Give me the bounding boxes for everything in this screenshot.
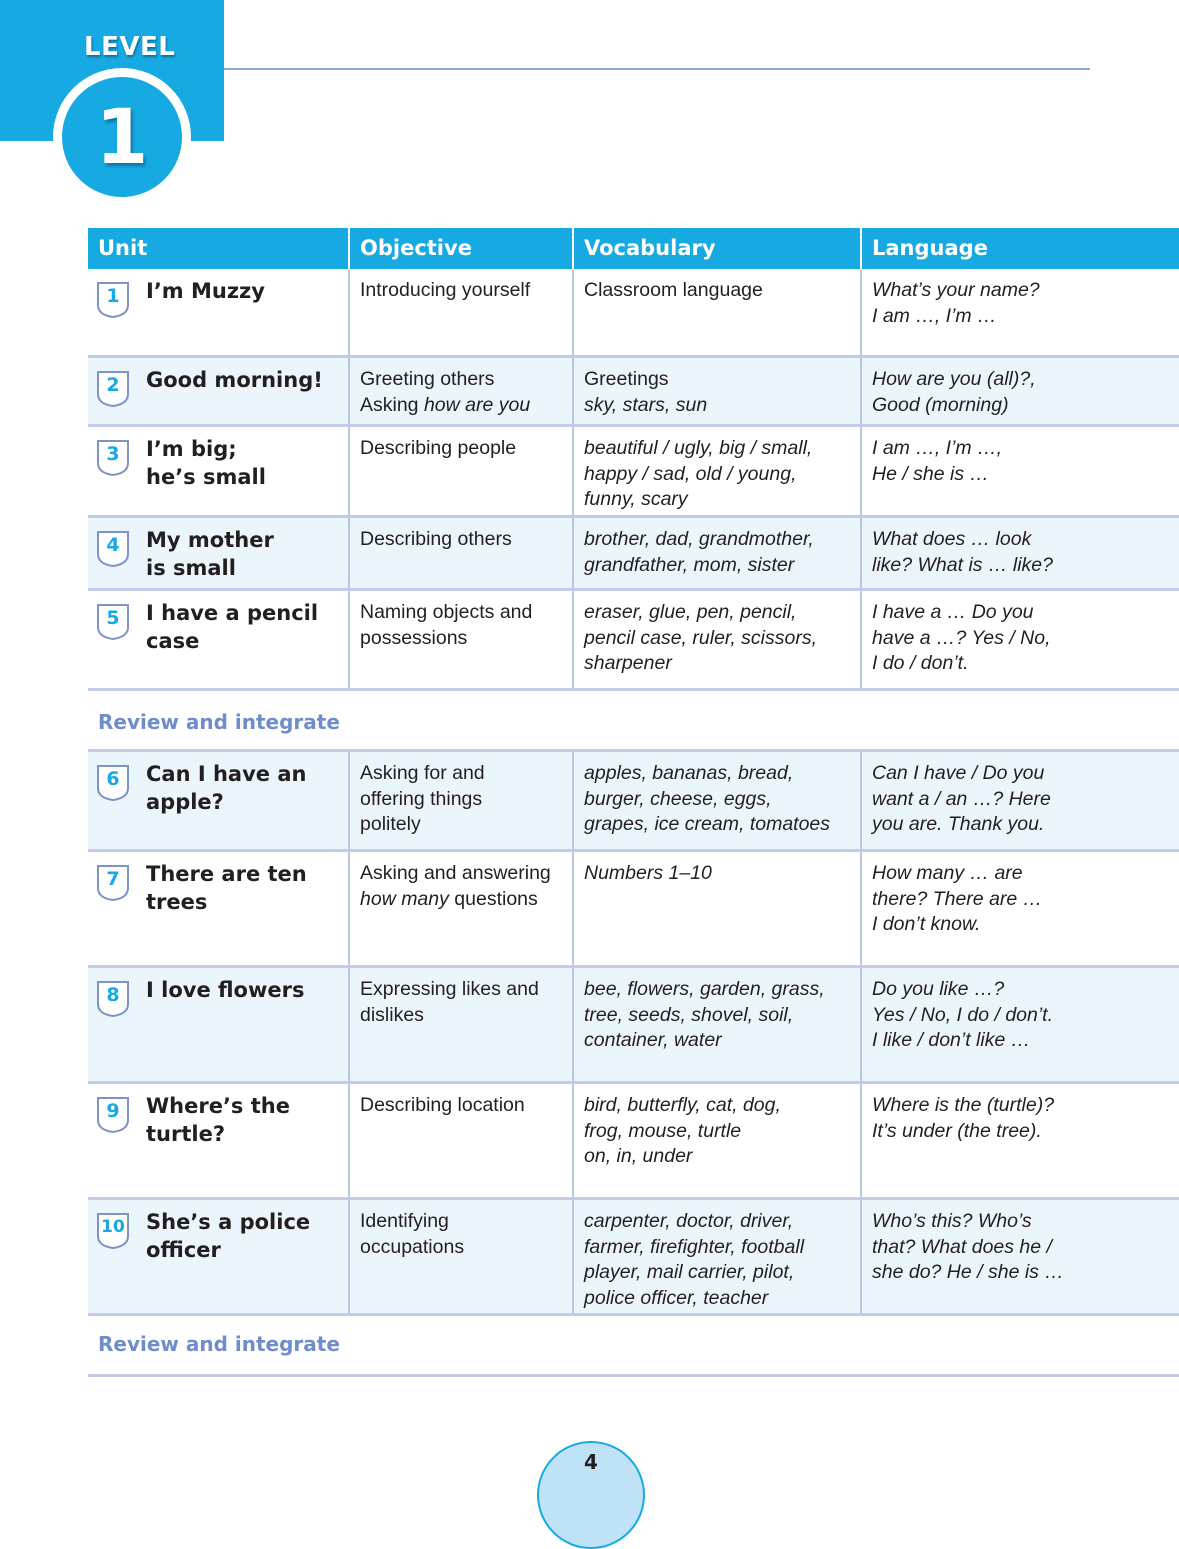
table-row bbox=[88, 1200, 1179, 1313]
unit-number: 9 bbox=[106, 1100, 120, 1122]
unit-cell bbox=[88, 852, 348, 965]
language-text: I am …, I’m …, He / she is … bbox=[872, 437, 1003, 485]
objective-text: Expressing likes and dislikes bbox=[360, 978, 539, 1026]
level-number: 1 bbox=[95, 92, 149, 181]
unit-number-badge bbox=[96, 370, 130, 408]
unit-number: 1 bbox=[106, 285, 120, 307]
language-cell bbox=[860, 852, 1179, 965]
language-text: Where is the (turtle)? It’s under (the tree). bbox=[872, 1094, 1055, 1142]
unit-number: 5 bbox=[106, 607, 120, 629]
table-row bbox=[88, 427, 1179, 515]
header-unit-label: Unit bbox=[98, 236, 148, 260]
row-divider bbox=[88, 1313, 1179, 1316]
unit-cell bbox=[88, 1200, 348, 1313]
table-header-row bbox=[88, 228, 1179, 269]
unit-number: 4 bbox=[106, 534, 120, 556]
language-text: What does … look like? What is … like? bbox=[872, 528, 1053, 576]
table-row bbox=[88, 852, 1179, 965]
language-cell bbox=[860, 427, 1179, 515]
language-text: What’s your name? I am …, I’m … bbox=[872, 279, 1040, 327]
row-divider bbox=[88, 688, 1179, 691]
vocabulary-text: beautiful / ugly, big / small, happy / sad, old / young, funny, scary bbox=[584, 437, 813, 510]
language-cell bbox=[860, 591, 1179, 688]
vocabulary-cell bbox=[572, 752, 860, 849]
unit-number: 6 bbox=[106, 768, 120, 790]
language-text: How are you (all)?, Good (morning) bbox=[872, 368, 1036, 416]
unit-number: 2 bbox=[106, 374, 120, 396]
unit-title: Can I have an apple? bbox=[146, 762, 307, 814]
table-row bbox=[88, 968, 1179, 1081]
unit-number-badge bbox=[96, 864, 130, 902]
objective-text: Describing people bbox=[360, 437, 517, 459]
objective-text: Asking and answering how many questions bbox=[360, 862, 551, 910]
vocabulary-text: Numbers 1–10 bbox=[584, 862, 712, 884]
language-text: Who’s this? Who’s that? What does he / she do? He / she is … bbox=[872, 1210, 1064, 1283]
header-language bbox=[860, 228, 1179, 269]
page-number: 4 bbox=[584, 1450, 598, 1474]
header-rule bbox=[224, 68, 1090, 70]
vocabulary-text: carpenter, doctor, driver, farmer, firefighter, football player, mail carrier, pilot, police officer, teacher bbox=[584, 1210, 805, 1309]
review-and-integrate-label: Review and integrate bbox=[98, 710, 340, 734]
vocabulary-text: Classroom language bbox=[584, 279, 763, 301]
language-cell bbox=[860, 1084, 1179, 1197]
review-and-integrate-label: Review and integrate bbox=[98, 1332, 340, 1356]
unit-number-badge bbox=[96, 1212, 130, 1250]
unit-cell bbox=[88, 358, 348, 424]
unit-title: She’s a police officer bbox=[146, 1210, 311, 1262]
objective-cell bbox=[348, 968, 572, 1081]
objective-cell bbox=[348, 752, 572, 849]
vocabulary-cell bbox=[572, 427, 860, 515]
unit-cell bbox=[88, 1084, 348, 1197]
vocabulary-text: apples, bananas, bread, burger, cheese, eggs, grapes, ice cream, tomatoes bbox=[584, 762, 831, 835]
language-cell bbox=[860, 518, 1179, 588]
unit-number-badge bbox=[96, 603, 130, 641]
level-label: LEVEL bbox=[84, 32, 176, 62]
vocabulary-cell bbox=[572, 591, 860, 688]
unit-cell bbox=[88, 968, 348, 1081]
language-cell bbox=[860, 752, 1179, 849]
header-vocabulary bbox=[572, 228, 860, 269]
objective-cell bbox=[348, 358, 572, 424]
vocabulary-text: eraser, glue, pen, pencil, pencil case, ruler, scissors, sharpener bbox=[584, 601, 818, 674]
objective-text: Naming objects and possessions bbox=[360, 601, 533, 649]
unit-number-badge bbox=[96, 764, 130, 802]
header-objective-label: Objective bbox=[360, 236, 472, 260]
level-number-badge bbox=[62, 77, 182, 197]
unit-cell bbox=[88, 752, 348, 849]
objective-text: Greeting others Asking how are you bbox=[360, 368, 531, 416]
language-cell bbox=[860, 269, 1179, 355]
language-cell bbox=[860, 358, 1179, 424]
table-row bbox=[88, 358, 1179, 424]
unit-number: 7 bbox=[106, 868, 120, 890]
vocabulary-cell bbox=[572, 518, 860, 588]
objective-cell bbox=[348, 852, 572, 965]
objective-cell bbox=[348, 518, 572, 588]
unit-number: 3 bbox=[106, 443, 120, 465]
objective-cell bbox=[348, 1084, 572, 1197]
vocabulary-cell bbox=[572, 1200, 860, 1313]
unit-title: Good morning! bbox=[146, 368, 323, 392]
language-text: How many … are there? There are … I don’t know. bbox=[872, 862, 1043, 935]
language-text: I have a … Do you have a …? Yes / No, I do / don’t. bbox=[872, 601, 1051, 674]
vocabulary-text: bird, butterfly, cat, dog, frog, mouse, turtle on, in, under bbox=[584, 1094, 781, 1167]
table-row bbox=[88, 518, 1179, 588]
unit-number-badge bbox=[96, 980, 130, 1018]
vocabulary-text: bee, flowers, garden, grass, tree, seeds, shovel, soil, container, water bbox=[584, 978, 825, 1051]
unit-title: I’m Muzzy bbox=[146, 279, 265, 303]
vocabulary-cell bbox=[572, 358, 860, 424]
table-row bbox=[88, 1084, 1179, 1197]
unit-number: 10 bbox=[101, 1217, 125, 1237]
table-row bbox=[88, 269, 1179, 355]
vocabulary-cell bbox=[572, 269, 860, 355]
vocabulary-cell bbox=[572, 968, 860, 1081]
unit-cell bbox=[88, 518, 348, 588]
unit-number-badge bbox=[96, 530, 130, 568]
header-objective bbox=[348, 228, 572, 269]
unit-title: There are ten trees bbox=[146, 862, 307, 914]
unit-title: I’m big; he’s small bbox=[146, 437, 266, 489]
objective-text: Describing location bbox=[360, 1094, 525, 1116]
unit-number-badge bbox=[96, 439, 130, 477]
unit-cell bbox=[88, 591, 348, 688]
vocabulary-text: brother, dad, grandmother, grandfather, mom, sister bbox=[584, 528, 814, 576]
vocabulary-cell bbox=[572, 1084, 860, 1197]
language-text: Can I have / Do you want a / an …? Here you are. Thank you. bbox=[872, 762, 1051, 835]
vocabulary-text: Greetings sky, stars, sun bbox=[584, 368, 708, 416]
objective-cell bbox=[348, 269, 572, 355]
table-row bbox=[88, 591, 1179, 688]
unit-title: I love flowers bbox=[146, 978, 305, 1002]
language-cell bbox=[860, 968, 1179, 1081]
header-language-label: Language bbox=[872, 236, 988, 260]
table-row bbox=[88, 752, 1179, 849]
objective-cell bbox=[348, 591, 572, 688]
unit-number: 8 bbox=[106, 984, 120, 1006]
header-vocabulary-label: Vocabulary bbox=[584, 236, 716, 260]
unit-title: I have a pencil case bbox=[146, 601, 319, 653]
language-text: Do you like …? Yes / No, I do / don’t. I like / don’t like … bbox=[872, 978, 1054, 1051]
objective-text: Describing others bbox=[360, 528, 512, 550]
objective-text: Identifying occupations bbox=[360, 1210, 465, 1258]
unit-title: Where’s the turtle? bbox=[146, 1094, 290, 1146]
unit-cell bbox=[88, 269, 348, 355]
unit-number-badge bbox=[96, 281, 130, 319]
vocabulary-cell bbox=[572, 852, 860, 965]
unit-cell bbox=[88, 427, 348, 515]
header-unit bbox=[88, 228, 348, 269]
unit-number-badge bbox=[96, 1096, 130, 1134]
unit-title: My mother is small bbox=[146, 528, 274, 580]
objective-cell bbox=[348, 1200, 572, 1313]
language-cell bbox=[860, 1200, 1179, 1313]
objective-text: Introducing yourself bbox=[360, 279, 531, 301]
objective-text: Asking for and offering things politely bbox=[360, 762, 485, 835]
objective-cell bbox=[348, 427, 572, 515]
row-divider bbox=[88, 1374, 1179, 1377]
